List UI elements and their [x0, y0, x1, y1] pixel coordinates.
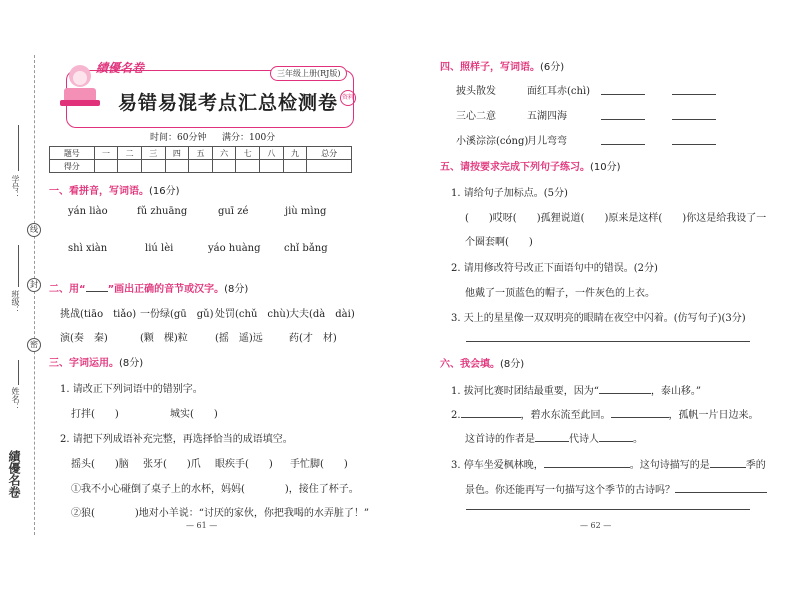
question-3-1: 1. 请改正下列词语中的错别字。: [60, 384, 203, 395]
cell: 七: [236, 147, 260, 160]
blank-line[interactable]: [599, 441, 633, 442]
cell: 二: [118, 147, 142, 160]
pinyin-8: chǐ bǎng: [284, 243, 328, 254]
blank-line[interactable]: [601, 94, 645, 95]
score-cell[interactable]: [212, 160, 236, 173]
seal-mark-feng: 封: [27, 278, 41, 292]
time-limit: 时间：60分钟: [150, 133, 207, 143]
seal-mark-mi: 密: [27, 338, 41, 352]
brand-logo: 績優名卷: [96, 61, 145, 75]
question-3-2: 2. 请把下列成语补充完整，再选择恰当的成语填空。: [60, 434, 293, 445]
blank-line[interactable]: [710, 467, 746, 468]
idiom-1[interactable]: 摇头( )脑: [71, 459, 129, 470]
blank-line[interactable]: [672, 119, 716, 120]
cell: 九: [283, 147, 307, 160]
pinyin-2: fǔ zhuāng: [137, 206, 188, 217]
section-2-title: 二、用“ ”画出正确的音节或汉字。(8分): [49, 284, 249, 295]
choice-5[interactable]: 演(奏 秦): [60, 333, 108, 344]
cell: 五: [189, 147, 213, 160]
punctuation-line-2[interactable]: 个圈套啊( ): [465, 237, 533, 248]
choice-7[interactable]: (摇 遥)远: [215, 333, 263, 344]
cell: 四: [165, 147, 189, 160]
section-4-title: 四、照样子，写词语。(6分): [440, 62, 565, 73]
blank-line[interactable]: [611, 417, 669, 418]
pinyin-1: yán liào: [68, 206, 108, 217]
punctuation-line-1[interactable]: ( )哎呀( )孤狸说道( )原来是这样( )你这是给我设了一: [465, 213, 767, 224]
name-label: 姓名：: [11, 387, 20, 411]
page-title: 易错易混考点汇总检测卷: [118, 92, 339, 114]
example-word-4: 五湖四海: [527, 111, 567, 122]
binding-logo: 績優名卷: [7, 450, 21, 498]
typo-item-2[interactable]: 城实( ): [170, 409, 218, 420]
score-table-score-row: [50, 160, 352, 173]
fill-2-author: 这首诗的作者是 代诗人 。: [465, 434, 643, 445]
section-5-title: 五、请按要求完成下列句子练习。(10分): [440, 162, 621, 173]
score-cell[interactable]: [283, 160, 307, 173]
cell: 六: [212, 147, 236, 160]
cell: 三: [141, 147, 165, 160]
choice-4[interactable]: 大夫(dà dài): [289, 309, 355, 320]
blank-line[interactable]: [672, 94, 716, 95]
pinyin-6: liú lèi: [145, 243, 174, 254]
blank-line[interactable]: [535, 441, 569, 442]
cell: 总分: [307, 147, 352, 160]
example-word-2: 面红耳赤(chì): [527, 86, 591, 97]
student-number-blank[interactable]: [18, 125, 19, 171]
blank-line[interactable]: [601, 144, 645, 145]
question-5-1: 1. 请给句子加标点。(5分): [451, 188, 568, 199]
fill-3: 3. 停车坐爱枫林晚， 。这句诗描写的是 季的: [451, 460, 766, 471]
score-cell[interactable]: [189, 160, 213, 173]
idiom-sentence-2: ②狼( )地对小羊说：“讨厌的家伙，你把我喝的水弄脏了！”: [71, 508, 370, 519]
choice-8[interactable]: 药(才 材): [289, 333, 337, 344]
blank-line[interactable]: [672, 144, 716, 145]
class-blank[interactable]: [18, 245, 19, 287]
question-5-3: 3. 天上的星星像一双双明亮的眼睛在夜空中闪着。(仿写句子)(3分): [451, 313, 746, 324]
page-number-right: — 62 —: [580, 521, 612, 530]
idiom-2[interactable]: 张牙( )爪: [143, 459, 201, 470]
section-1-title: 一、看拼音，写词语。(16分): [49, 186, 180, 197]
score-table: [49, 146, 352, 173]
choice-3[interactable]: 处罚(chǔ chù): [215, 309, 290, 320]
total-score: 满分：100分: [222, 133, 276, 143]
idiom-4[interactable]: 手忙脚( ): [290, 459, 348, 470]
section-3-title: 三、字词运用。(8分): [49, 358, 144, 369]
answer-line[interactable]: [466, 509, 750, 510]
example-word-1: 披头散发: [456, 86, 496, 97]
cell: 得分: [50, 160, 95, 173]
pinyin-7: yáo huàng: [208, 243, 261, 254]
idiom-3[interactable]: 眼疾手( ): [215, 459, 273, 470]
fold-line: [34, 55, 35, 535]
fill-2: 2. ，碧水东流至此回。 ，孤帆一片日边来。: [451, 410, 759, 421]
cell: 一: [94, 147, 118, 160]
score-cell[interactable]: [307, 160, 352, 173]
blank-line[interactable]: [601, 119, 645, 120]
grade-badge: 三年级上册(RJ版): [270, 66, 347, 81]
score-cell[interactable]: [118, 160, 142, 173]
blank-line[interactable]: [461, 417, 521, 418]
cell: 题号: [50, 147, 95, 160]
pinyin-3: guī zé: [218, 206, 249, 217]
choice-1[interactable]: 挑战(tiāo tiǎo): [60, 309, 137, 320]
score-cell[interactable]: [260, 160, 284, 173]
stamp-badge: 资料: [340, 90, 356, 106]
score-table-header-row: [50, 147, 352, 160]
blank-line[interactable]: [544, 467, 630, 468]
fill-3-poem: 景色。你还能再写一句描写这个季节的古诗吗？: [465, 481, 767, 496]
binding-strip: [4, 55, 42, 535]
seal-mark-xian: 线: [27, 223, 41, 237]
correction-sentence: 他戴了一顶蓝色的帽子，一件灰色的上衣。: [465, 288, 655, 299]
name-blank[interactable]: [18, 360, 19, 385]
pinyin-4: jiù mìng: [285, 206, 327, 217]
score-cell[interactable]: [141, 160, 165, 173]
question-5-2: 2. 请用修改符号改正下面语句中的错误。(2分): [451, 263, 658, 274]
blank-line[interactable]: [599, 393, 651, 394]
idiom-sentence-1: ①我不小心碰倒了桌子上的水杯，妈妈( )，接住了杯子。: [71, 484, 359, 495]
class-label: 班级：: [11, 290, 20, 314]
example-word-5: 小溪淙淙(cóng): [456, 136, 529, 147]
choice-2[interactable]: 一份绿(gū gǔ): [140, 309, 214, 320]
score-cell[interactable]: [94, 160, 118, 173]
section-6-title: 六、我会填。(8分): [440, 359, 525, 370]
example-word-6: 月儿弯弯: [527, 136, 567, 147]
underline-sample: [86, 291, 108, 292]
cell: 八: [260, 147, 284, 160]
fill-1: 1. 拔河比赛时团结最重要，因为“ ，泰山移。”: [451, 386, 701, 397]
answer-line[interactable]: [466, 341, 750, 342]
student-number-label: 学号：: [11, 175, 20, 199]
blank-line[interactable]: [675, 492, 767, 493]
page-number-left: — 61 —: [186, 521, 218, 530]
typo-item-1[interactable]: 打拌( ): [71, 409, 119, 420]
pinyin-5: shì xiàn: [68, 243, 108, 254]
choice-6[interactable]: (颗 棵)粒: [140, 333, 188, 344]
score-cell[interactable]: [165, 160, 189, 173]
score-cell[interactable]: [236, 160, 260, 173]
example-word-3: 三心二意: [456, 111, 496, 122]
